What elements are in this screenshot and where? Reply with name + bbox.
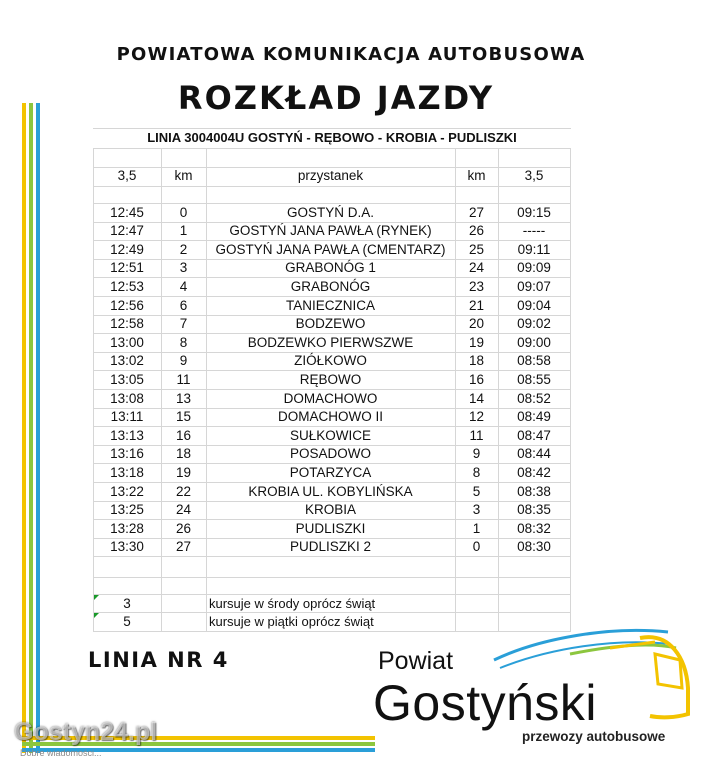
- line-title: LINIA 3004004U GOSTYŃ - RĘBOWO - KROBIA - PUDLISZKI: [147, 130, 517, 145]
- cell-time-there: 13:11: [110, 409, 144, 425]
- cell-time-there: 13:16: [110, 446, 144, 462]
- header-time-back: 3,5: [524, 168, 544, 183]
- cell-km-back: 21: [468, 297, 485, 313]
- cell-km-back: 24: [468, 260, 485, 276]
- cell-stop-name: GRABONÓG: [290, 278, 371, 294]
- cell-time-back: 09:09: [517, 260, 551, 276]
- cell-stop-name: GOSTYŃ JANA PAWŁA (CMENTARZ): [215, 241, 446, 257]
- cell-time-back: 08:42: [517, 464, 551, 480]
- cell-time-back: 08:35: [517, 502, 551, 518]
- stripe-vertical-blue: [36, 103, 40, 753]
- cell-time-there: 13:02: [110, 353, 144, 369]
- cell-time-there: 12:49: [110, 241, 144, 257]
- grid-hline: [93, 577, 571, 578]
- cell-km-there: 4: [179, 278, 188, 294]
- cell-stop-name: BODZEWKO PIERWSZWE: [247, 334, 414, 350]
- cell-km-there: 13: [175, 390, 192, 406]
- cell-time-there: 13:00: [110, 334, 144, 350]
- cell-km-there: 11: [176, 371, 191, 387]
- watermark-logo: Gostyn24.pl: [14, 718, 158, 746]
- header-stop: przystanek: [297, 168, 364, 183]
- cell-time-back: 09:02: [517, 316, 551, 332]
- cell-time-there: 13:25: [110, 502, 144, 518]
- timetable: [93, 128, 571, 631]
- cell-km-there: 27: [175, 539, 192, 555]
- cell-time-there: 12:45: [110, 204, 144, 220]
- cell-time-back: 08:47: [517, 427, 551, 443]
- header-km-there: km: [174, 168, 193, 183]
- cell-km-there: 22: [175, 483, 192, 499]
- cell-time-there: 13:18: [110, 464, 144, 480]
- grid-hline: [93, 148, 571, 149]
- cell-km-there: 19: [175, 464, 192, 480]
- cell-stop-name: KROBIA UL. KOBYLIŃSKA: [248, 483, 413, 499]
- cell-time-back: 08:32: [517, 520, 551, 536]
- cell-time-there: 12:58: [110, 316, 144, 332]
- logo-subtitle: przewozy autobusowe: [522, 729, 666, 744]
- line-number: LINIA NR 4: [88, 648, 229, 672]
- cell-km-there: 8: [179, 334, 188, 350]
- cell-time-there: 12:47: [110, 223, 144, 239]
- cell-km-there: 7: [179, 316, 188, 332]
- cell-time-there: 13:05: [110, 371, 144, 387]
- cell-km-there: 3: [179, 260, 188, 276]
- note-code: 3: [123, 595, 131, 611]
- cell-time-there: 13:28: [110, 520, 144, 536]
- cell-time-back: 08:55: [517, 371, 551, 387]
- cell-km-back: 25: [468, 241, 485, 257]
- cell-time-there: 13:22: [110, 483, 144, 499]
- cell-stop-name: ZIÓŁKOWO: [294, 353, 367, 369]
- cell-time-back: 09:11: [517, 241, 551, 257]
- cell-time-there: 13:08: [110, 390, 144, 406]
- cell-stop-name: SUŁKOWICE: [289, 427, 371, 443]
- cell-stop-name: DOMACHOWO II: [278, 409, 383, 425]
- header-title-top: POWIATOWA KOMUNIKACJA AUTOBUSOWA: [116, 44, 586, 65]
- cell-km-back: 19: [468, 334, 485, 350]
- cell-stop-name: KROBIA: [304, 502, 356, 518]
- cell-km-back: 23: [468, 278, 485, 294]
- cell-km-back: 3: [472, 502, 481, 518]
- cell-km-back: 11: [469, 427, 484, 443]
- header-title-main: ROZKŁAD JAZDY: [177, 79, 495, 117]
- grid-hline: [93, 186, 571, 187]
- cell-km-back: 14: [468, 390, 485, 406]
- cell-stop-name: GRABONÓG 1: [285, 260, 376, 276]
- cell-time-there: 12:53: [110, 278, 144, 294]
- cell-km-there: 15: [175, 409, 192, 425]
- cell-stop-name: POTARZYCA: [289, 464, 372, 480]
- grid-hline: [93, 556, 571, 557]
- cell-stop-name: DOMACHOWO: [283, 390, 378, 406]
- stripe-vertical-green: [29, 103, 33, 753]
- cell-time-back: 08:49: [517, 409, 551, 425]
- stripe-vertical-yellow: [22, 103, 26, 753]
- cell-time-back: 08:58: [517, 353, 551, 369]
- cell-time-back: 09:04: [517, 297, 551, 313]
- cell-stop-name: POSADOWO: [289, 446, 371, 462]
- cell-time-there: 12:51: [110, 260, 144, 276]
- note-text: kursuje w środy oprócz świąt: [209, 595, 376, 611]
- cell-time-there: 12:56: [110, 297, 144, 313]
- note-code: 5: [123, 613, 131, 629]
- cell-km-back: 9: [472, 446, 481, 462]
- cell-km-back: 1: [472, 520, 481, 536]
- cell-stop-name: RĘBOWO: [299, 371, 362, 387]
- cell-stop-name: BODZEWO: [295, 316, 366, 332]
- cell-stop-name: PUDLISZKI 2: [289, 539, 372, 555]
- cell-km-there: 9: [179, 353, 188, 369]
- cell-time-back: -----: [522, 223, 546, 239]
- cell-km-there: 0: [179, 204, 188, 220]
- cell-km-back: 16: [468, 371, 485, 387]
- cell-time-back: 09:00: [517, 334, 551, 350]
- cell-km-back: 5: [472, 483, 481, 499]
- cell-km-back: 20: [468, 316, 485, 332]
- cell-km-there: 24: [175, 502, 192, 518]
- green-corner-mark: [94, 595, 99, 600]
- cell-km-there: 18: [175, 446, 192, 462]
- cell-km-back: 18: [468, 353, 485, 369]
- cell-time-back: 09:07: [517, 278, 551, 294]
- cell-km-back: 0: [472, 539, 481, 555]
- cell-time-there: 13:13: [110, 427, 144, 443]
- cell-km-back: 27: [468, 204, 485, 220]
- cell-km-back: 26: [468, 223, 485, 239]
- watermark-subtitle: Dobre wiadomości...: [20, 748, 102, 758]
- cell-km-there: 2: [179, 241, 188, 257]
- cell-stop-name: TANIECZNICA: [285, 297, 375, 313]
- logo-gostynski-text: Gostyński: [373, 675, 598, 731]
- cell-time-there: 13:30: [110, 539, 144, 555]
- logo-powiat-text: Powiat: [378, 647, 454, 675]
- cell-time-back: 09:15: [517, 204, 551, 220]
- cell-km-there: 1: [179, 223, 188, 239]
- grid-vline: [570, 148, 571, 631]
- cell-km-back: 8: [472, 464, 481, 480]
- cell-time-back: 08:30: [517, 539, 551, 555]
- cell-stop-name: GOSTYŃ D.A.: [286, 204, 374, 220]
- cell-time-back: 08:52: [517, 390, 551, 406]
- cell-time-back: 08:44: [517, 446, 551, 462]
- header-time-there: 3,5: [117, 168, 137, 183]
- cell-stop-name: PUDLISZKI: [295, 520, 366, 536]
- cell-stop-name: GOSTYŃ JANA PAWŁA (RYNEK): [229, 223, 432, 239]
- cell-km-there: 6: [179, 297, 188, 313]
- cell-km-there: 26: [175, 520, 192, 536]
- cell-km-there: 16: [175, 427, 192, 443]
- cell-km-back: 12: [468, 409, 485, 425]
- green-corner-mark: [94, 613, 99, 618]
- cell-time-back: 08:38: [517, 483, 551, 499]
- note-text: kursuje w piątki oprócz świąt: [209, 613, 374, 629]
- header-km-back: km: [467, 168, 486, 183]
